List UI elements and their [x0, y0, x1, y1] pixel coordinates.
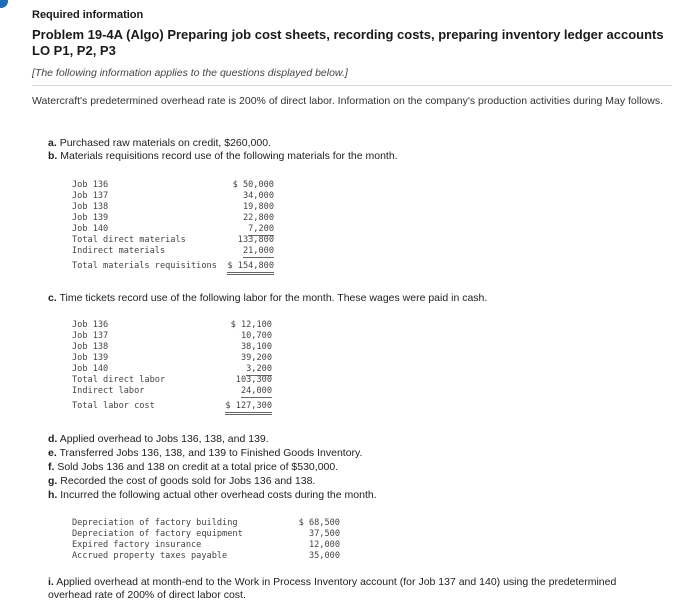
- table-row: Expired factory insurance 12,000: [72, 540, 340, 550]
- item-c: c. Time tickets record use of the following labor for the month. These wages were paid in cash.: [48, 292, 488, 304]
- table-row: Depreciation of factory building $ 68,500: [72, 518, 340, 528]
- table-row: Job 140 3,200: [72, 364, 272, 374]
- table-row: Job 140 7,200: [72, 224, 274, 234]
- item-a: a. Purchased raw materials on credit, $260,000.: [48, 137, 271, 149]
- table-row: Indirect materials 21,000: [72, 246, 274, 256]
- required-information-label: Required information: [32, 9, 144, 21]
- table-row: Job 138 38,100: [72, 342, 272, 352]
- table-row: Total materials requisitions $ 154,800: [72, 261, 274, 272]
- table-row: Job 139 22,800: [72, 213, 274, 223]
- item-b: b. Materials requisitions record use of the following materials for the month.: [48, 150, 398, 162]
- table-row: Job 136 $ 12,100: [72, 320, 272, 330]
- divider: [32, 85, 672, 86]
- table-row: Depreciation of factory equipment 37,500: [72, 529, 340, 539]
- status-indicator: [0, 0, 8, 8]
- table-row: Job 136 $ 50,000: [72, 180, 274, 190]
- table-row: Indirect labor 24,000: [72, 386, 272, 396]
- table-row: Job 137 34,000: [72, 191, 274, 201]
- table-row: Job 137 10,700: [72, 331, 272, 341]
- materials-table: [72, 180, 274, 272]
- info-note: [The following information applies to the questions displayed below.]: [32, 67, 348, 79]
- table-row: Job 139 39,200: [72, 353, 272, 363]
- intro-paragraph: Watercraft's predetermined overhead rate is 200% of direct labor. Information on the company's production activities during May follows.: [32, 95, 664, 107]
- item-h: h. Incurred the following actual other overhead costs during the month.: [48, 489, 377, 501]
- table-row: Total direct materials 133,800: [72, 235, 274, 245]
- item-f: f. Sold Jobs 136 and 138 on credit at a total price of $530,000.: [48, 461, 339, 473]
- labor-table: [72, 320, 272, 412]
- table-row: Job 138 19,800: [72, 202, 274, 212]
- problem-title: Problem 19-4A (Algo) Preparing job cost sheets, recording costs, preparing inventory ledger accounts LO P1, P2, P3: [32, 27, 664, 58]
- overhead-table: [72, 518, 340, 562]
- table-row: Accrued property taxes payable 35,000: [72, 551, 340, 561]
- item-i: i. Applied overhead at month-end to the Work in Process Inventory account (for Job 137 and 140) using the predetermined overhead rate of 200% of direct labor cost.: [48, 576, 617, 601]
- table-row: Total labor cost $ 127,300: [72, 401, 272, 412]
- item-g: g. Recorded the cost of goods sold for Jobs 136 and 138.: [48, 475, 316, 487]
- item-d: d. Applied overhead to Jobs 136, 138, and 139.: [48, 433, 269, 445]
- item-e: e. Transferred Jobs 136, 138, and 139 to Finished Goods Inventory.: [48, 447, 363, 459]
- table-row: Total direct labor 103,300: [72, 375, 272, 385]
